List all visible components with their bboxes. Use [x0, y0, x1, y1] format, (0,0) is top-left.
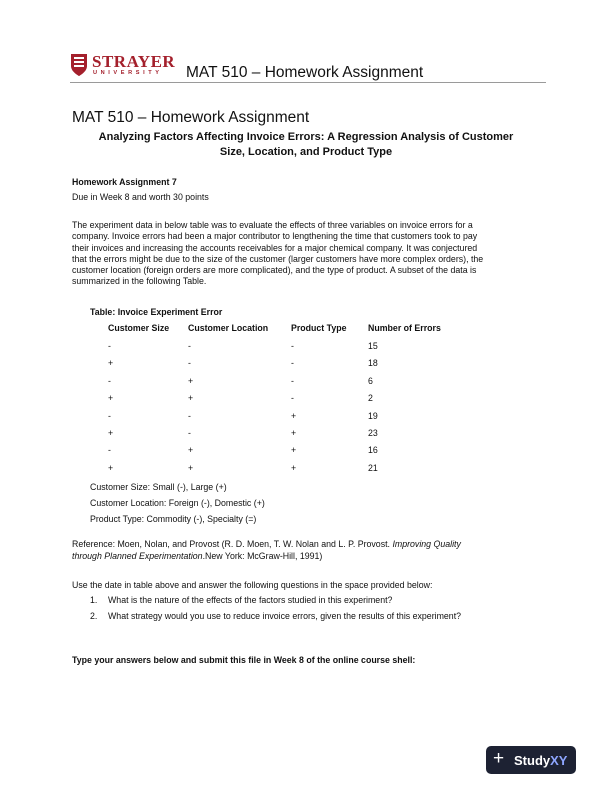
reference-note	[72, 539, 540, 562]
table-cell: +	[291, 445, 297, 456]
badge-brand-accent: XY	[550, 753, 568, 768]
table-cell: +	[291, 428, 297, 438]
badge-brand: Study	[514, 753, 551, 768]
table-header: Number of Errors	[368, 323, 441, 333]
intro-line: The experiment data in below table was to evaluate the effects of three variables on invoice errors for a	[72, 220, 473, 230]
table-cell: +	[291, 410, 297, 421]
table-cell: +	[108, 393, 114, 404]
intro-line: company. Invoice errors had been a major contributor to lengthening the time that customers took to pay	[72, 231, 478, 242]
page-title: MAT 510 – Homework Assignment	[72, 109, 310, 126]
subtitle-line: Analyzing Factors Affecting Invoice Errors: A Regression Analysis of Customer	[98, 131, 514, 143]
table-cell: 6	[368, 375, 373, 386]
submission-instructions: Type your answers below and submit this file in Week 8 of the online course shell:	[72, 655, 416, 665]
table-cell: -	[291, 375, 294, 386]
table-cell: -	[108, 445, 111, 456]
legend-line: Product Type: Commodity (-), Specialty (=)	[90, 514, 257, 524]
table-cell: 2	[368, 393, 373, 404]
table-cell: +	[188, 375, 194, 386]
table-cell: 15	[368, 341, 378, 351]
table-cell: 19	[368, 410, 378, 421]
intro-line: customer location (foreign orders are more complicated), and the type of product. A subset of the data is	[72, 265, 477, 276]
plus-icon: +	[493, 748, 505, 769]
table-cell: +	[108, 462, 114, 473]
shield-icon	[70, 53, 88, 77]
intro-line: their invoices and increasing the accounts receivables for a major chemical company. It was conjectured	[72, 242, 478, 253]
header-title: MAT 510 – Homework Assignment	[186, 64, 424, 81]
table-header: Product Type	[291, 323, 347, 333]
table-cell: -	[188, 410, 191, 421]
intro-paragraph	[72, 220, 540, 288]
table-cell: -	[291, 358, 294, 369]
table-cell: -	[108, 375, 111, 386]
table-cell: 23	[368, 428, 378, 438]
subtitle-line: Size, Location, and Product Type	[219, 146, 393, 158]
reference-book-title: Improving Quality	[392, 539, 461, 549]
reference-suffix: .New York: McGraw-Hill, 1991)	[202, 550, 323, 561]
table-cell: -	[291, 341, 294, 351]
table-cell: 16	[368, 445, 378, 456]
table-title: Table: Invoice Experiment Error	[90, 307, 223, 317]
studyxy-badge[interactable]	[486, 746, 576, 774]
logo-subtitle: UNIVERSITY	[93, 70, 163, 76]
table-cell: +	[291, 462, 297, 473]
table-cell: -	[188, 428, 191, 438]
intro-line: that the errors might be due to the size of the customer (larger customers have more complex orders), the	[72, 253, 484, 264]
table-cell: +	[188, 393, 194, 404]
reference-prefix: Reference: Moen, Nolan, and Provost (R. D. Moen, T. W. Nolan and L. P. Provost.	[72, 539, 393, 549]
table-cell: -	[291, 393, 294, 404]
strayer-logo	[70, 52, 180, 82]
table-cell: 21	[368, 462, 378, 473]
assignment-due: Due in Week 8 and worth 30 points	[72, 192, 209, 202]
legend-line: Customer Location: Foreign (-), Domestic (+)	[90, 498, 265, 508]
intro-line: summarized in the following Table.	[72, 276, 207, 287]
table-cell: +	[108, 358, 114, 369]
question-number: 2.	[90, 611, 98, 621]
table-cell: +	[188, 462, 194, 473]
legend-line: Customer Size: Small (-), Large (+)	[90, 482, 227, 492]
badge-label	[514, 753, 567, 768]
table-cell: +	[108, 428, 114, 438]
table-cell: 18	[368, 358, 378, 369]
table-cell: -	[108, 341, 111, 351]
table-cell: +	[188, 445, 194, 456]
question-text: What is the nature of the effects of the factors studied in this experiment?	[108, 595, 393, 605]
assignment-label: Homework Assignment 7	[72, 177, 177, 187]
table-header: Customer Location	[188, 323, 269, 333]
question-number: 1.	[90, 595, 98, 605]
page-subtitle	[72, 130, 540, 160]
question-text: What strategy would you use to reduce invoice errors, given the results of this experiment?	[108, 611, 462, 621]
table-cell: -	[108, 410, 111, 421]
questions-intro: Use the date in table above and answer the following questions in the space provided below:	[72, 580, 433, 590]
header-divider	[70, 82, 546, 83]
table-header: Customer Size	[108, 323, 170, 333]
reference-book-title: through Planned Experimentation	[72, 550, 203, 561]
table-cell: -	[188, 341, 191, 351]
logo-wordmark: STRAYER	[92, 52, 176, 71]
table-cell: -	[188, 358, 191, 369]
